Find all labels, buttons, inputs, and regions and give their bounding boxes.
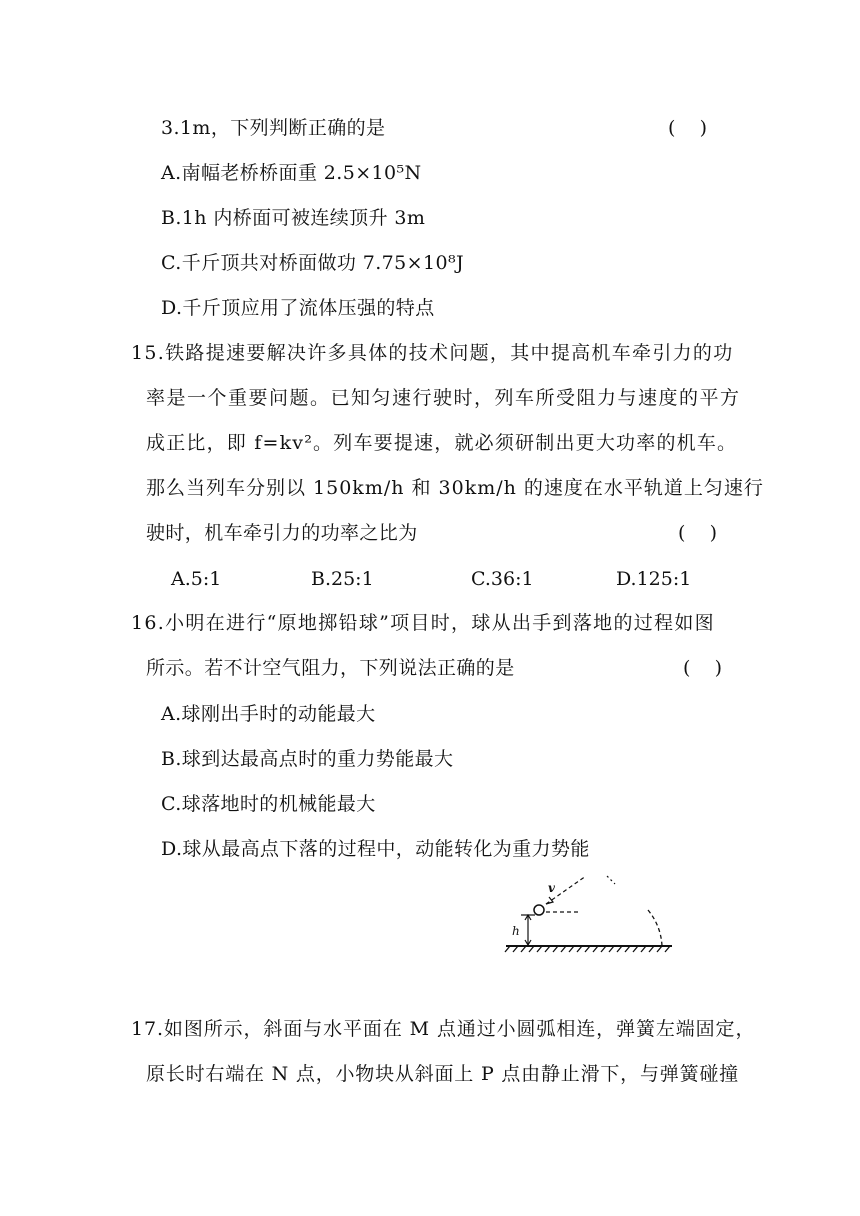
q15-option-c: C.36:1 bbox=[471, 568, 534, 590]
height-marker bbox=[521, 915, 535, 945]
q17-line-1: 17.如图所示，斜面与水平面在 M 点通过小圆弧相连，弹簧左端固定， bbox=[131, 1018, 756, 1040]
q17-line-2: 原长时右端在 N 点，小物块从斜面上 P 点由静止滑下，与弹簧碰撞 bbox=[146, 1063, 739, 1085]
shot-put-ball bbox=[534, 905, 544, 915]
trajectory-descent-arc bbox=[648, 910, 662, 946]
q16-answer-paren: ( ) bbox=[683, 657, 722, 679]
velocity-label: v bbox=[548, 881, 555, 895]
q15-option-a: A.5:1 bbox=[171, 568, 222, 590]
q15-line-3: 成正比，即 f=kv²。列车要提速，就必须研制出更大功率的机车。 bbox=[146, 432, 738, 454]
q14-option-d: D.千斤顶应用了流体压强的特点 bbox=[161, 297, 435, 319]
q16-option-b: B.球到达最高点时的重力势能最大 bbox=[161, 748, 454, 770]
q15-line-5: 驶时，机车牵引力的功率之比为 bbox=[146, 522, 418, 544]
q14-stem-tail: 3.1m，下列判断正确的是 bbox=[161, 117, 386, 139]
q16-line-1: 16.小明在进行“原地掷铅球”项目时，球从出手到落地的过程如图 bbox=[131, 612, 715, 634]
q16-option-c: C.球落地时的机械能最大 bbox=[161, 793, 376, 815]
q14-option-c: C.千斤顶共对桥面做功 7.75×10⁸J bbox=[161, 252, 464, 274]
q16-option-d: D.球从最高点下落的过程中，动能转化为重力势能 bbox=[161, 838, 590, 860]
q15-answer-paren: ( ) bbox=[678, 522, 717, 544]
q16-line-2: 所示。若不计空气阻力，下列说法正确的是 bbox=[146, 657, 515, 679]
q15-option-b: B.25:1 bbox=[311, 568, 374, 590]
q15-option-d: D.125:1 bbox=[616, 568, 692, 590]
q15-line-1: 15.铁路提速要解决许多具体的技术问题，其中提高机车牵引力的功 bbox=[131, 342, 734, 364]
q14-option-b: B.1h 内桥面可被连续顶升 3m bbox=[161, 207, 426, 229]
q14-answer-paren: ( ) bbox=[668, 117, 707, 139]
q15-line-2: 率是一个重要问题。已知匀速行驶时，列车所受阻力与速度的平方 bbox=[146, 387, 741, 409]
q15-line-4: 那么当列车分别以 150km/h 和 30km/h 的速度在水平轨道上匀速行 bbox=[146, 477, 764, 499]
q14-option-a: A.南幅老桥桥面重 2.5×10⁵N bbox=[161, 162, 422, 184]
q16-option-a: A.球刚出手时的动能最大 bbox=[161, 703, 376, 725]
trajectory-top-arc bbox=[607, 876, 615, 884]
height-label: h bbox=[512, 924, 520, 938]
